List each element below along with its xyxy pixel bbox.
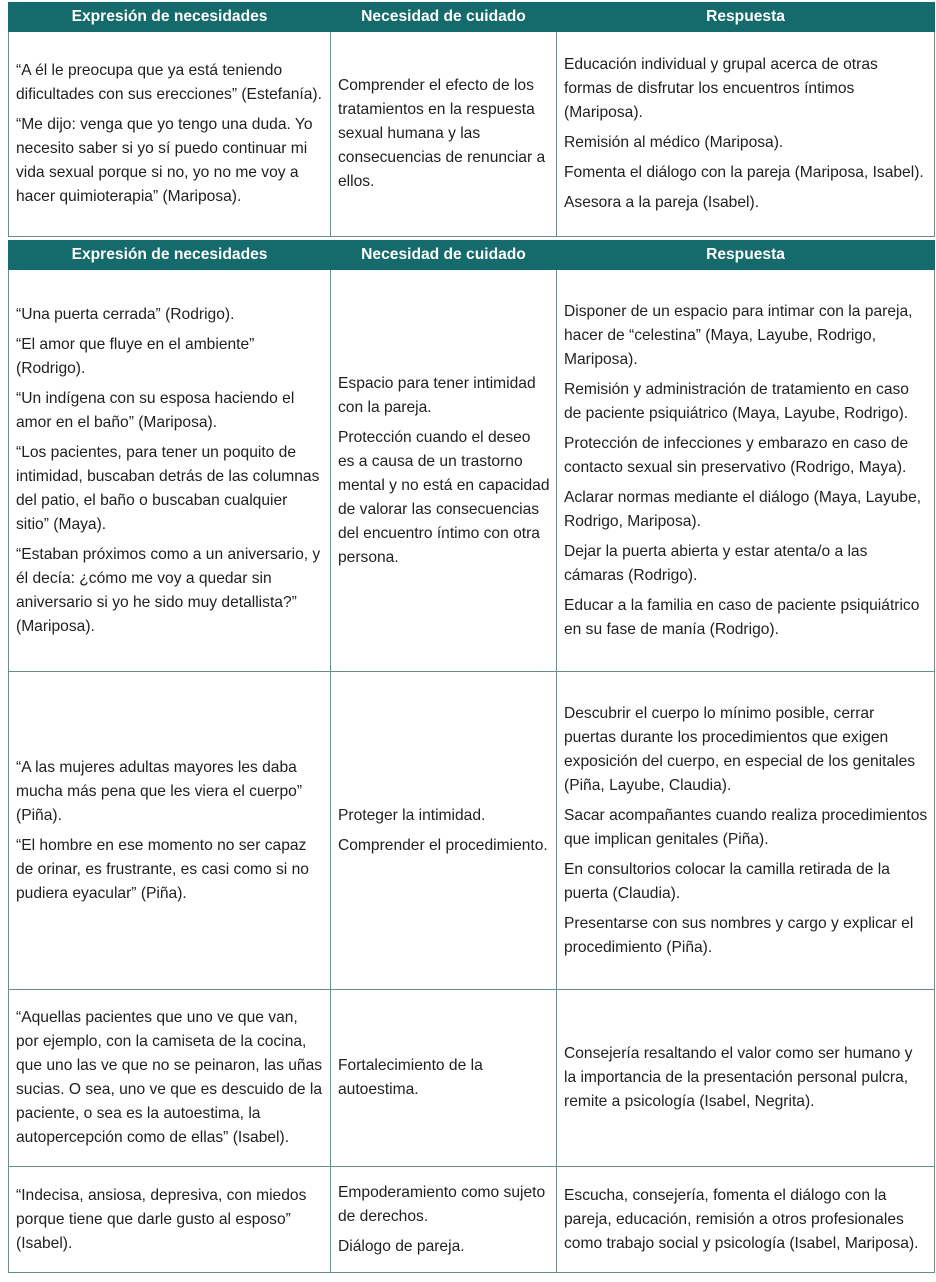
need-text: Comprender el procedimiento. (338, 836, 548, 854)
expresion-cell (9, 990, 331, 1167)
table-row (9, 672, 935, 990)
quote-text: “El hombre en ese momento no ser capaz de orinar, es frustrante, es casi como si no pudiera eyacular” (Piña). (16, 836, 309, 902)
necesidad-cell (331, 32, 557, 237)
necesidad-cell (331, 672, 557, 990)
need-text: Diálogo de pareja. (338, 1237, 465, 1255)
need-text: Protección cuando el deseo es a causa de un trastorno mental y no está en capacidad de valorar las consecuencias del encuentro íntimo con otra persona. (338, 428, 550, 566)
quote-text: “Un indígena con su esposa haciendo el amor en el baño” (Mariposa). (16, 389, 295, 431)
table-row (9, 32, 935, 237)
necesidad-cell (331, 270, 557, 672)
quote-text: “Aquellas pacientes que uno ve que van, por ejemplo, con la camiseta de la cocina, que uno las ve que no se peinaron, las uñas sucias. O sea, uno ve que es descuido de la paciente, o sea es la autoestima, la autopercepción como de ellas” (Isabel). (16, 1009, 323, 1146)
respuesta-cell (557, 32, 935, 237)
expresion-cell (9, 32, 331, 237)
table-header-row (9, 241, 935, 270)
response-text: Escucha, consejería, fomenta el diálogo con la pareja, educación, remisión a otros profesionales como trabajo social y psicología (Isabel, Mariposa). (564, 1186, 919, 1252)
quote-text: “Indecisa, ansiosa, depresiva, con miedos porque tiene que darle gusto al esposo” (Isabel). (16, 1186, 307, 1252)
expresion-cell (9, 672, 331, 990)
response-text: Aclarar normas mediante el diálogo (Maya, Layube, Rodrigo, Mariposa). (564, 488, 922, 530)
need-text: Espacio para tener intimidad con la pareja. (338, 374, 536, 416)
need-text: Fortalecimiento de la autoestima. (338, 1057, 483, 1098)
response-text: Consejería resaltando el valor como ser humano y la importancia de la presentación personal pulcra, remite a psicología (Isabel, Negrita). (564, 1045, 913, 1110)
header-necesidad: Necesidad de cuidado (331, 3, 557, 32)
quote-text: “Me dijo: venga que yo tengo una duda. Yo necesito saber si yo sí puedo continuar mi vida sexual porque si no, yo no me voy a hacer quimioterapia” (Mariposa). (16, 116, 313, 205)
response-text: Remisión y administración de tratamiento en caso de paciente psiquiátrico (Maya, Layube, Rodrigo). (564, 380, 909, 422)
header-expresion: Expresión de necesidades (9, 3, 331, 32)
header-expresion: Expresión de necesidades (9, 241, 331, 270)
respuesta-cell (557, 1167, 935, 1273)
need-text: Comprender el efecto de los tratamientos en la respuesta sexual humana y las consecuencias de renunciar a ellos. (338, 77, 546, 190)
response-text: Educación individual y grupal acerca de otras formas de disfrutar los encuentros íntimos (Mariposa). (564, 56, 878, 121)
table-row (9, 1167, 935, 1273)
expresion-cell (9, 270, 331, 672)
quote-text: “El amor que fluye en el ambiente” (Rodrigo). (16, 335, 255, 377)
response-text: Dejar la puerta abierta y estar atenta/o a las cámaras (Rodrigo). (564, 542, 868, 584)
response-text: Remisión al médico (Mariposa). (564, 134, 784, 151)
quote-text: “Los pacientes, para tener un poquito de intimidad, buscaban detrás de las columnas del patio, el baño o buscaban cualquier sitio” (Maya). (16, 443, 320, 533)
response-text: Fomenta el diálogo con la pareja (Mariposa, Isabel). (564, 164, 924, 181)
header-respuesta: Respuesta (557, 3, 935, 32)
response-text: Asesora a la pareja (Isabel). (564, 194, 760, 211)
respuesta-cell (557, 672, 935, 990)
response-text: Descubrir el cuerpo lo mínimo posible, cerrar puertas durante los procedimientos que exigen exposición del cuerpo, en especial de los genitales (Piña, Layube, Claudia). (564, 704, 916, 794)
expresion-cell (9, 1167, 331, 1273)
response-text: Presentarse con sus nombres y cargo y explicar el procedimiento (Piña). (564, 914, 914, 956)
table-row (9, 990, 935, 1167)
response-text: En consultorios colocar la camilla retirada de la puerta (Claudia). (564, 860, 890, 902)
necesidad-cell (331, 990, 557, 1167)
quote-text: “Estaban próximos como a un aniversario, y él decía: ¿cómo me voy a quedar sin aniversario si yo he sido muy detallista?” (Mariposa). (16, 545, 321, 635)
respuesta-cell (557, 270, 935, 672)
table-row (9, 270, 935, 672)
response-text: Sacar acompañantes cuando realiza procedimientos que implican genitales (Piña). (564, 806, 928, 848)
header-necesidad: Necesidad de cuidado (331, 241, 557, 270)
respuesta-cell (557, 990, 935, 1167)
response-text: Educar a la familia en caso de paciente psiquiátrico en su fase de manía (Rodrigo). (564, 596, 920, 638)
header-respuesta: Respuesta (557, 241, 935, 270)
quote-text: “Una puerta cerrada” (Rodrigo). (16, 305, 235, 323)
quote-text: “A las mujeres adultas mayores les daba mucha más pena que les viera el cuerpo” (Piña). (16, 758, 303, 824)
needs-table-1 (8, 2, 935, 237)
necesidad-cell (331, 1167, 557, 1273)
need-text: Empoderamiento como sujeto de derechos. (338, 1183, 546, 1225)
quote-text: “A él le preocupa que ya está teniendo dificultades con sus erecciones” (Estefanía). (16, 62, 322, 103)
response-text: Disponer de un espacio para intimar con la pareja, hacer de “celestina” (Maya, Layube, Rodrigo, Mariposa). (564, 302, 913, 368)
need-text: Proteger la intimidad. (338, 806, 486, 824)
response-text: Protección de infecciones y embarazo en caso de contacto sexual sin preservativo (Rodrigo, Maya). (564, 434, 909, 476)
needs-table-2 (8, 240, 935, 1273)
table-header-row (9, 3, 935, 32)
